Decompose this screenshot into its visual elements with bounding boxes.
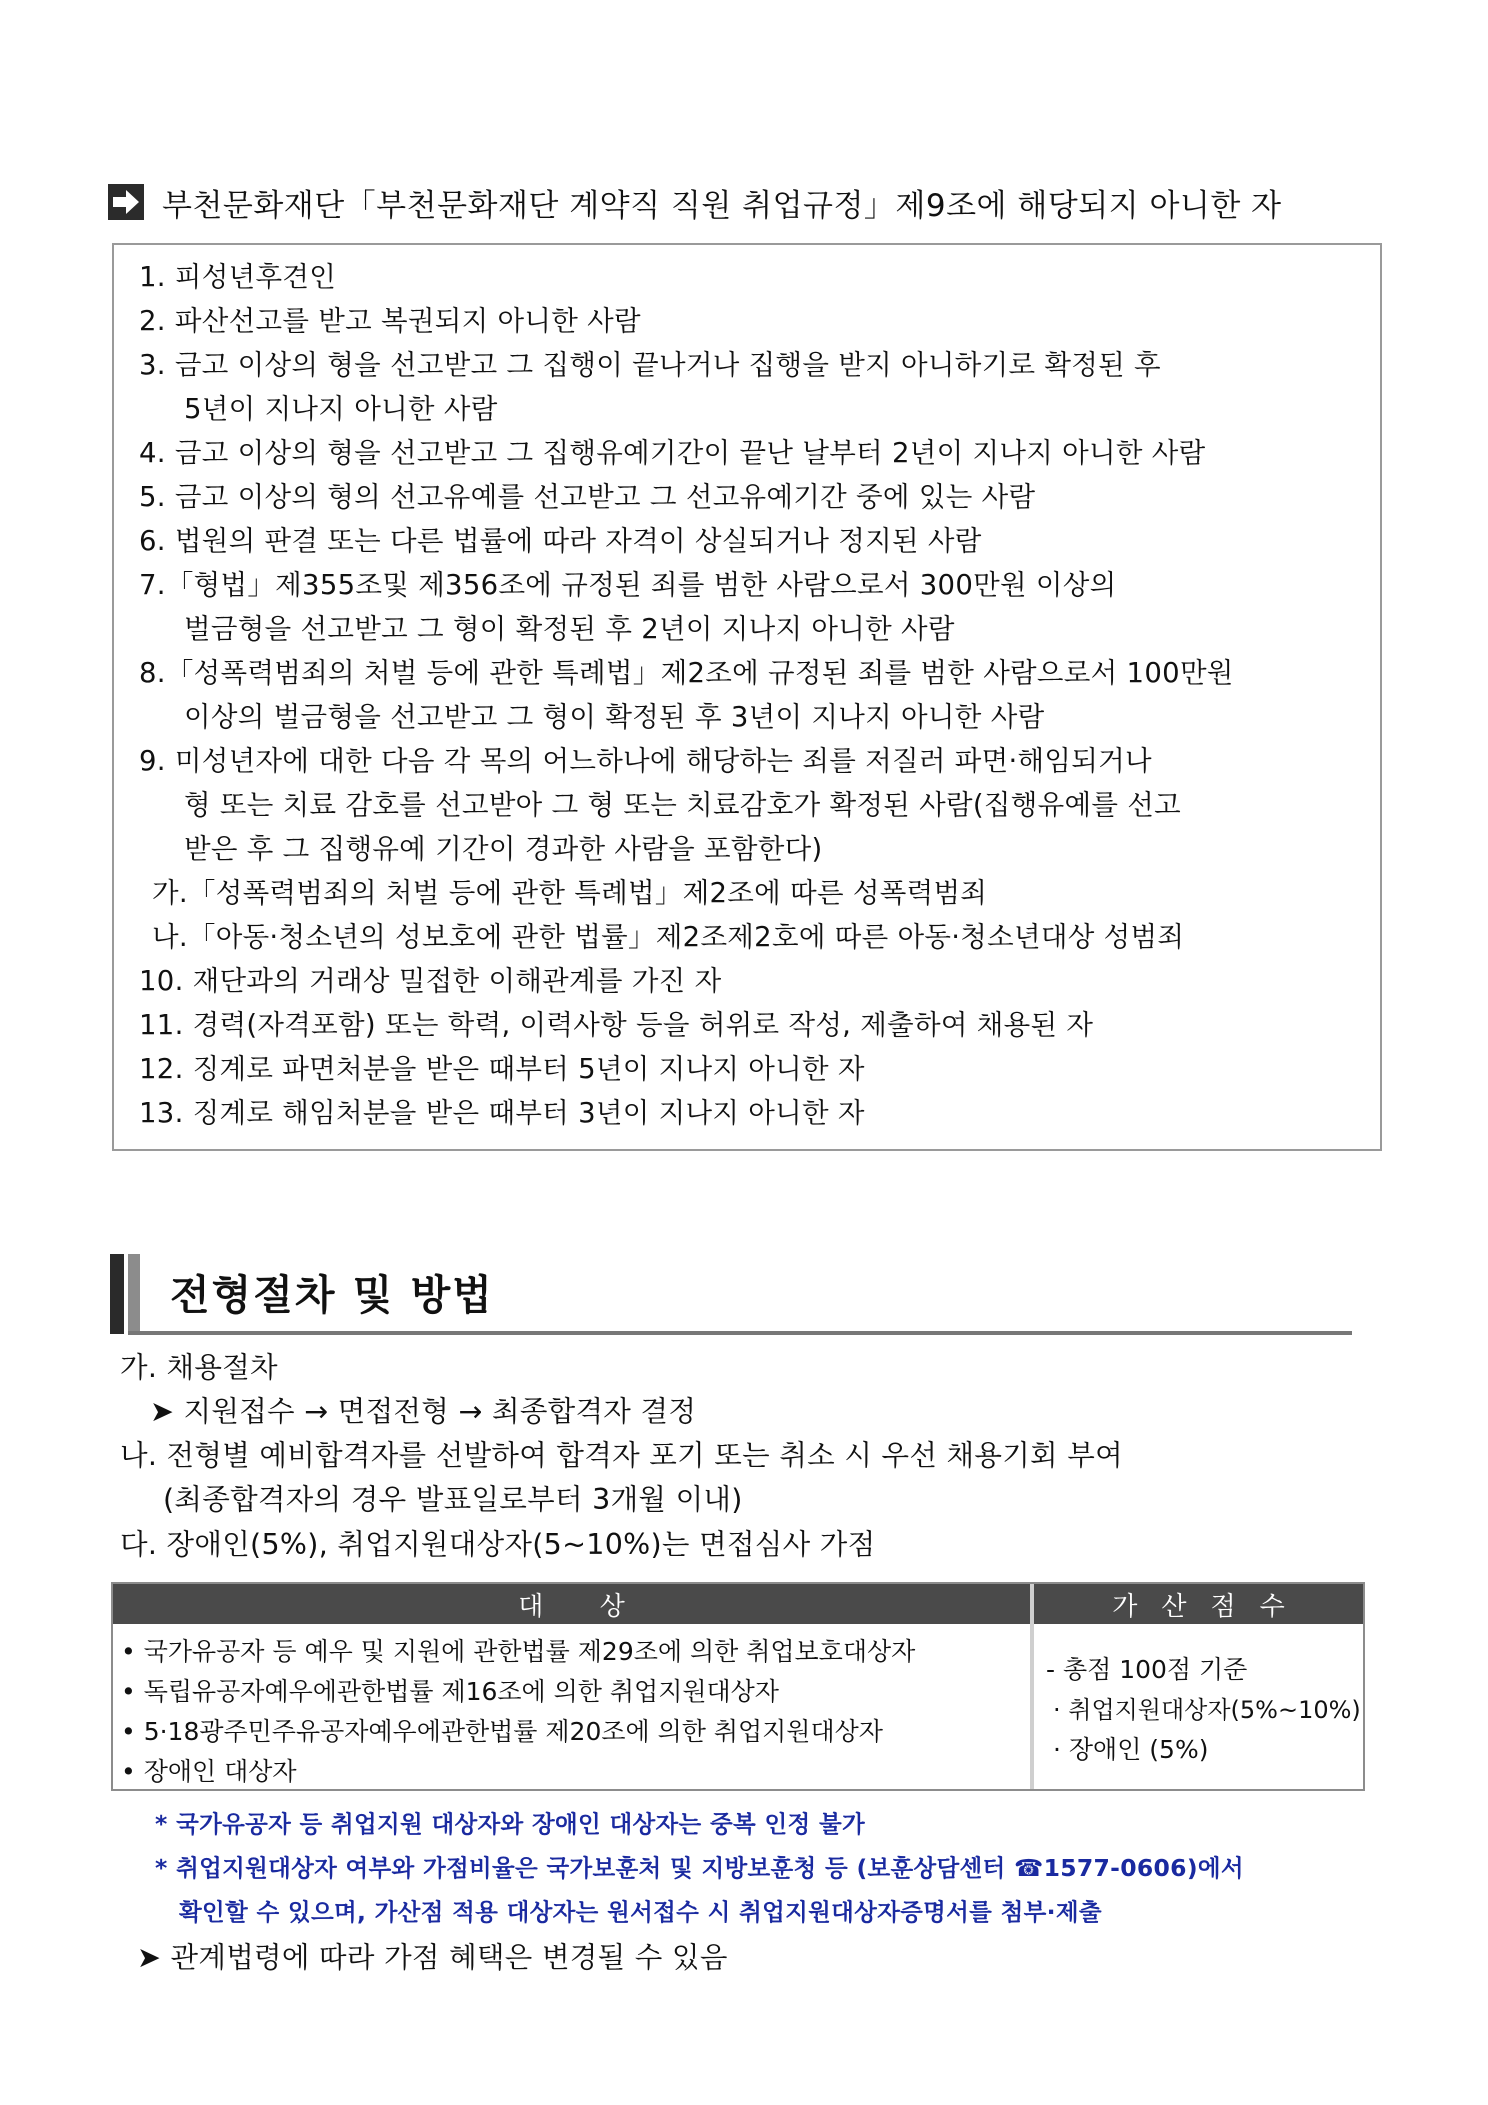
criteria-item: 1. 피성년후견인 bbox=[139, 261, 337, 293]
criteria-item: 11. 경력(자격포함) 또는 학력, 이력사항 등을 허위로 작성, 제출하여 채용된 자 bbox=[139, 1009, 1094, 1041]
note-duplicate-not-allowed: * 국가유공자 등 취업지원 대상자와 장애인 대상자는 중복 인정 불가 bbox=[155, 1810, 865, 1838]
reserve-candidate-text: 나. 전형별 예비합격자를 선발하여 합격자 포기 또는 취소 시 우선 채용기회 부여 bbox=[120, 1439, 1123, 1472]
note-eligibility-check: * 취업지원대상자 여부와 가점비율은 국가보훈처 및 지방보훈청 등 (보훈상담센터 ☎1577-0606)에서 bbox=[155, 1854, 1244, 1882]
table-target-item: • 국가유공자 등 예우 및 지원에 관한법률 제29조에 의한 취업보호대상자 bbox=[121, 1637, 916, 1666]
arrow-right-icon bbox=[108, 184, 144, 220]
section2-title: 전형절차 및 방법 bbox=[170, 1271, 494, 1319]
table-header-target: 대 상 bbox=[113, 1584, 1030, 1624]
final-notice: ➤ 관계법령에 따라 가점 혜택은 변경될 수 있음 bbox=[137, 1941, 728, 1974]
bonus-points-table bbox=[111, 1582, 1365, 1791]
table-target-item: • 5·18광주민주유공자예우에관한법률 제20조에 의한 취업지원대상자 bbox=[121, 1717, 883, 1746]
section-marker-bar bbox=[110, 1254, 124, 1334]
section1-title: 부천문화재단「부천문화재단 계약직 직원 취업규정」제9조에 해당되지 아니한 자 bbox=[162, 187, 1282, 224]
section2-header bbox=[110, 1254, 1352, 1334]
criteria-item-continued: 형 또는 치료 감호를 선고받아 그 형 또는 치료감호가 확정된 사람(집행유예를 선고 bbox=[184, 789, 1182, 821]
criteria-item: 3. 금고 이상의 형을 선고받고 그 집행이 끝나거나 집행을 받지 아니하기로 확정된 후 bbox=[139, 349, 1161, 381]
table-score-item: · 장애인 (5%) bbox=[1053, 1735, 1209, 1764]
criteria-item: 5. 금고 이상의 형의 선고유예를 선고받고 그 선고유예기간 중에 있는 사람 bbox=[139, 481, 1036, 513]
criteria-item: 13. 징계로 해임처분을 받은 때부터 3년이 지나지 아니한 자 bbox=[139, 1097, 865, 1129]
criteria-item-continued: 5년이 지나지 아니한 사람 bbox=[184, 393, 498, 425]
reserve-candidate-note: (최종합격자의 경우 발표일로부터 3개월 이내) bbox=[163, 1483, 743, 1516]
criteria-item: 7.「형법」제355조및 제356조에 규정된 죄를 범한 사람으로서 300만원 이상의 bbox=[139, 569, 1117, 601]
table-column-divider bbox=[1030, 1584, 1034, 1789]
hiring-process-flow: ➤ 지원접수 → 면접전형 → 최종합격자 결정 bbox=[150, 1395, 697, 1428]
table-score-item: - 총점 100점 기준 bbox=[1046, 1655, 1248, 1684]
hiring-process-label: 가. 채용절차 bbox=[120, 1351, 278, 1384]
table-score-item: · 취업지원대상자(5%~10%) bbox=[1053, 1696, 1361, 1724]
section1-title-row bbox=[108, 178, 1282, 226]
criteria-subitem: 나.「아동·청소년의 성보호에 관한 법률」제2조제2호에 따른 아동·청소년대상 성범죄 bbox=[152, 921, 1185, 953]
bonus-points-text: 다. 장애인(5%), 취업지원대상자(5~10%)는 면접심사 가점 bbox=[120, 1528, 876, 1561]
table-target-item: • 장애인 대상자 bbox=[121, 1757, 297, 1786]
criteria-item: 2. 파산선고를 받고 복권되지 아니한 사람 bbox=[139, 305, 641, 337]
criteria-item: 9. 미성년자에 대한 다음 각 목의 어느하나에 해당하는 죄를 저질러 파면·해임되거나 bbox=[139, 745, 1152, 777]
criteria-item: 12. 징계로 파면처분을 받은 때부터 5년이 지나지 아니한 자 bbox=[139, 1053, 865, 1085]
criteria-item-continued: 받은 후 그 집행유예 기간이 경과한 사람을 포함한다) bbox=[184, 833, 823, 865]
criteria-item-continued: 이상의 벌금형을 선고받고 그 형이 확정된 후 3년이 지나지 아니한 사람 bbox=[184, 701, 1045, 733]
section-marker-bar-light bbox=[128, 1254, 140, 1334]
disqualification-criteria-box bbox=[112, 243, 1382, 1151]
criteria-item-continued: 벌금형을 선고받고 그 형이 확정된 후 2년이 지나지 아니한 사람 bbox=[184, 613, 955, 645]
criteria-item: 8.「성폭력범죄의 처벌 등에 관한 특례법」제2조에 규정된 죄를 범한 사람으로서 100만원 bbox=[139, 657, 1234, 689]
criteria-item: 10. 재단과의 거래상 밀접한 이해관계를 가진 자 bbox=[139, 965, 722, 997]
note-eligibility-check-continued: 확인할 수 있으며, 가산점 적용 대상자는 원서접수 시 취업지원대상자증명서를 첨부·제출 bbox=[179, 1898, 1102, 1926]
table-target-item: • 독립유공자예우에관한법률 제16조에 의한 취업지원대상자 bbox=[121, 1677, 779, 1706]
criteria-subitem: 가.「성폭력범죄의 처벌 등에 관한 특례법」제2조에 따른 성폭력범죄 bbox=[152, 877, 988, 909]
section-divider bbox=[128, 1331, 1352, 1335]
table-header-score: 가산점수 bbox=[1034, 1584, 1363, 1624]
criteria-item: 4. 금고 이상의 형을 선고받고 그 집행유예기간이 끝난 날부터 2년이 지나지 아니한 사람 bbox=[139, 437, 1206, 469]
criteria-item: 6. 법원의 판결 또는 다른 법률에 따라 자격이 상실되거나 정지된 사람 bbox=[139, 525, 982, 557]
